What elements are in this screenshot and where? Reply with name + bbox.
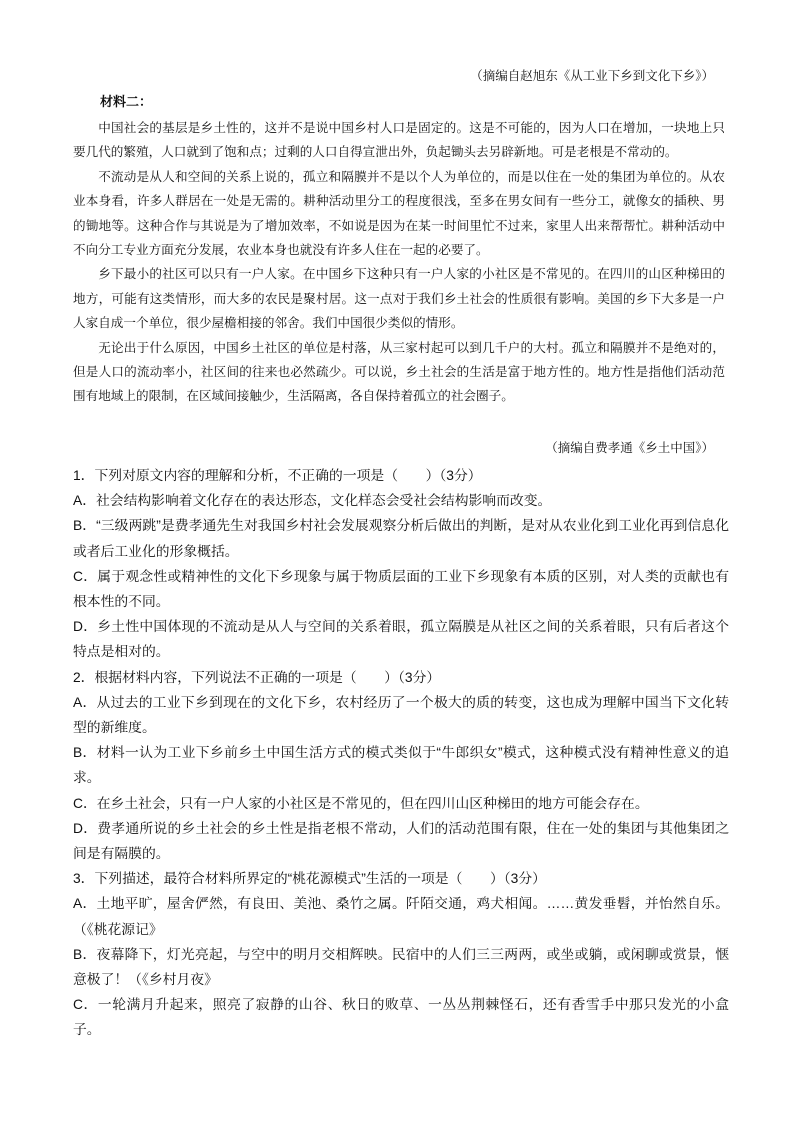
question-2-stem: 2．根据材料内容，下列说法不正确的一项是（ ）（3分） [73,669,441,685]
material-2-heading: 材料二： [100,95,153,110]
material-2-body [73,116,725,409]
question-2-option-c: C．在乡土社会，只有一户人家的小社区是不常见的，但在四川山区种梯田的地方可能会存在。 [73,795,649,811]
question-1-option-c: C．属于观念性或精神性的文化下乡现象与属于物质层面的工业下乡现象有本质的区别，对人类的贡献也有根本性的不同。 [73,568,729,610]
material-paragraph: 中国社会的基层是乡土性的，这并不是说中国乡村人口是固定的。这是不可能的，因为人口在增加，一块地上只要几代的繁殖，人口就到了饱和点；过剩的人口自得宣泄出外，负起锄头去另辟新地。可是老根是不常动的。 [73,120,725,160]
question-1-option-b: B．“三级两跳”是费孝通先生对我国乡村社会发展观察分析后做出的判断，是对从农业化到工业化再到信息化或者后工业化的形象概括。 [73,518,729,559]
material-paragraph: 乡下最小的社区可以只有一户人家。在中国乡下这种只有一户人家的小社区是不常见的。在四川的山区种梯田的地方，可能有这类情形，而大多的农民是聚村居。这一点对于我们乡土社会的性质很有影响。美国的乡下大多是一户人家自成一个单位，很少屋檐相接的邻舍。我们中国很少类似的情形。 [73,266,725,331]
question-3-option-c: C．一轮满月升起来，照亮了寂静的山谷、秋日的败草、一丛丛荆棘怪石，还有香雪手中那只发光的小盒子。 [73,997,729,1038]
question-1-stem: 1．下列对原文内容的理解和分析，不正确的一项是（ ）（3分） [73,468,482,483]
question-2-option-a: A．从过去的工业下乡到现在的文化下乡，农村经历了一个极大的质的转变，这也成为理解中国当下文化转型的新维度。 [73,694,729,736]
source-citation-material-2: （摘编自费孝通《乡土中国》） [545,440,714,455]
question-3-stem: 3．下列描述，最符合材料所界定的“桃花源模式”生活的一项是（ ）（3分） [73,871,546,887]
material-paragraph: 无论出于什么原因，中国乡土社区的单位是村落，从三家村起可以到几千户的大村。孤立和隔膜并不是绝对的，但是人口的流动率小，社区间的往来也必然疏少。可以说，乡土社会的生活是富于地方性的。地方性是指他们活动范围有地域上的限制，在区域间接触少，生活隔离，各自保持着孤立的社会圈子。 [73,339,725,404]
question-list [73,463,729,1043]
question-1-option-d: D．乡土性中国体现的不流动是从人与空间的关系着眼，孤立隔膜是从社区之间的关系着眼，只有后者这个特点是相对的。 [73,619,729,660]
material-paragraph: 不流动是从人和空间的关系上说的，孤立和隔膜并不是以个人为单位的，而是以住在一处的集团为单位的。从农业本身看，许多人群居在一处是无需的。耕种活动里分工的程度很浅，至多在男女间有一些分工，就像女的插秧、男的锄地等。这种合作与其说是为了增加效率，不如说是因为在某一时间里忙不过来，家里人出来帮帮忙。耕种活动中不向分工专业方面充分发展，农业本身也就没有许多人住在一起的必要了。 [73,168,725,258]
source-citation-top: （摘编自赵旭东《从工业下乡到文化下乡》） [470,68,714,83]
question-3-option-b: B．夜幕降下，灯光亮起，与空中的明月交相辉映。民宿中的人们三三两两，或坐或躺，或闲聊或赏景，惬意极了！（《乡村月夜》 [73,946,729,988]
question-3-option-a: A．土地平旷，屋舍俨然，有良田、美池、桑竹之属。阡陌交通，鸡犬相闻。……黄发垂髫，并怡然自乐。（《桃花源记》 [73,896,729,937]
question-1-option-a: A．社会结构影响着文化存在的表达形态，文化样态会受社会结构影响而改变。 [73,493,552,509]
question-2-option-d: D．费孝通所说的乡土社会的乡土性是指老根不常动，人们的活动范围有限，住在一处的集团与其他集团之间是有隔膜的。 [73,820,729,862]
question-2-option-b: B．材料一认为工业下乡前乡土中国生活方式的模式类似于“牛郎织女”模式，这种模式没有精神性意义的追求。 [73,745,729,786]
